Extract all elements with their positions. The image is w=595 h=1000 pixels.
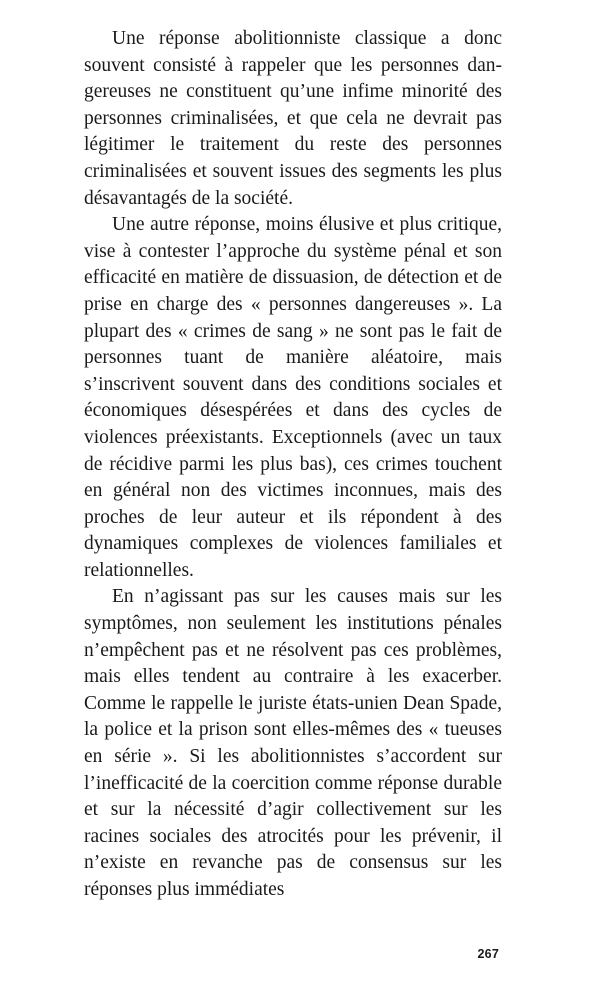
paragraph-1: Une réponse abolitionniste classique a donc souvent consisté à rappeler que les personnes dangereuses ne constituent qu’une infime minorité des personnes criminalisées, et que cela ne devrait pas légitimer le traitement du reste des personnes criminalisées et souvent issues des segments les plus désavantagés de la société. (84, 28, 502, 209)
page-number: 267 (477, 947, 499, 961)
paragraph-3: En n’agissant pas sur les causes mais sur les symptômes, non seulement les institutions pénales n’empêchent pas et ne résolvent pas ces problèmes, mais elles tendent au contraire à les exacerber. Comme le rappelle le juriste états-unien Dean Spade, la police et la prison sont elles-mêmes des « tueuses en série ». Si les abolitionnistes s’accordent sur l’inefficacité de la coercition comme réponse durable et sur la nécessité d’agir collectivement sur les racines sociales des atrocités pour les prévenir, il n’existe en revanche pas de consensus sur les réponses plus immédiates (84, 586, 502, 900)
paragraph-2: Une autre réponse, moins élusive et plus critique, vise à contester l’approche du système pénal et son efficacité en matière de dissuasion, de détection et de prise en charge des « personnes dangereuses ». La plupart des « crimes de sang » ne sont pas le fait de personnes tuant de manière aléatoire, mais s’inscrivent souvent dans des conditions sociales et économiques désespérées et dans des cycles de violences préexistants. Exceptionnels (avec un taux de récidive parmi les plus bas), ces crimes touchent en général non des victimes inconnues, mais des proches de leur auteur et ils répondent à des dynamiques complexes de violences familiales et relationnelles. (84, 214, 502, 581)
body-text (84, 26, 502, 904)
